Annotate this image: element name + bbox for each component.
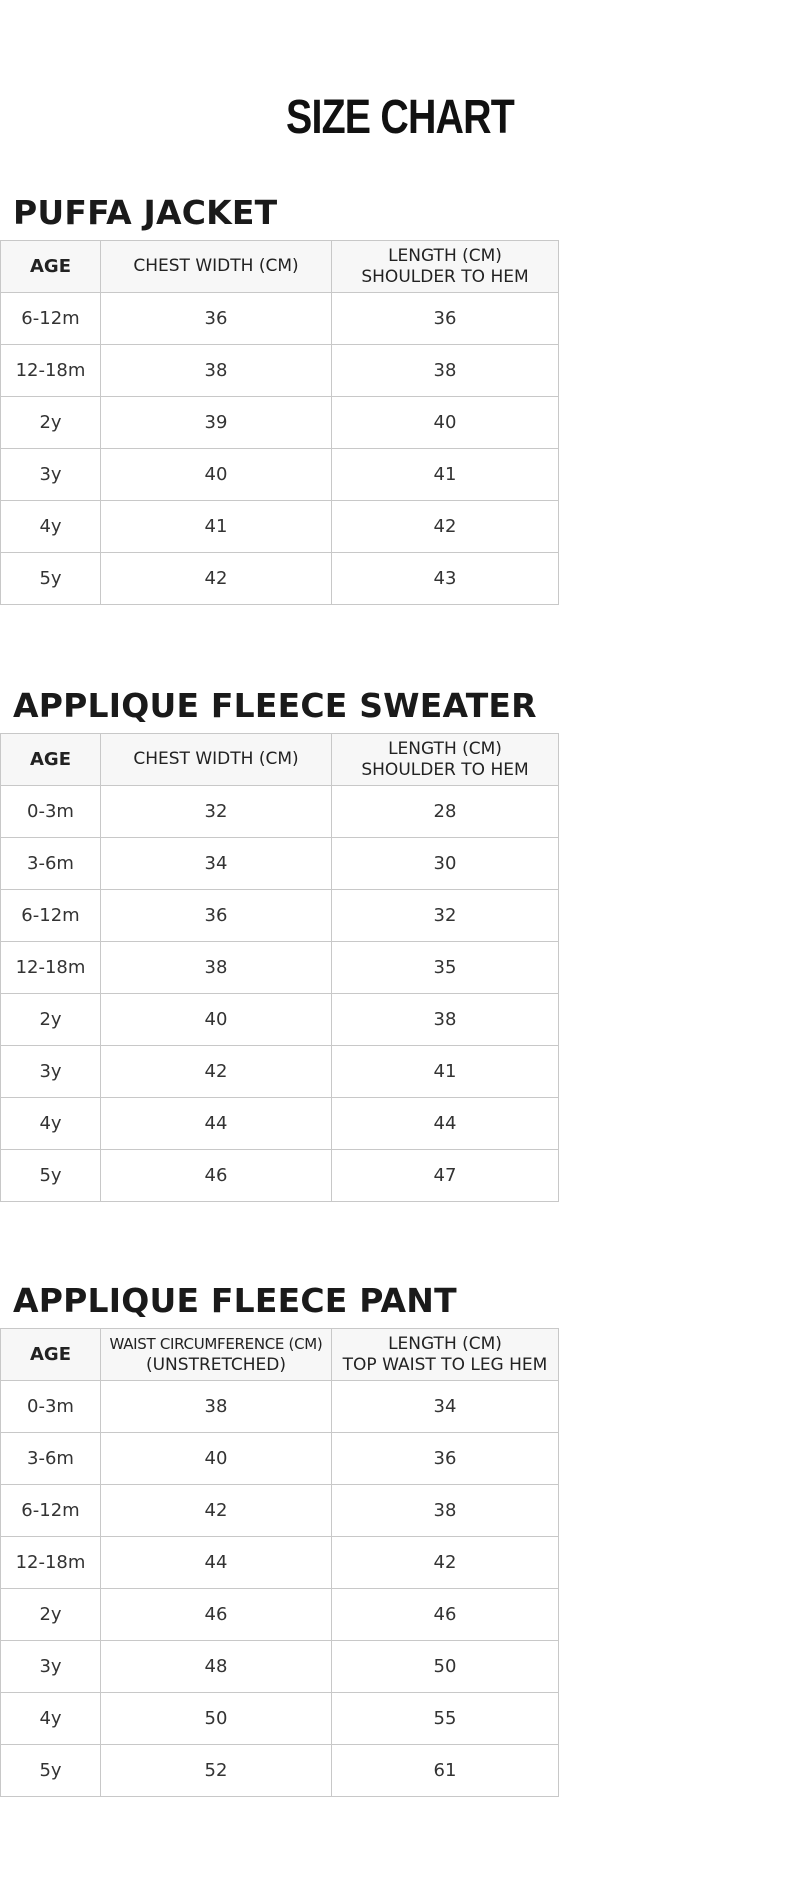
cell-length: 42 — [332, 501, 559, 553]
header-waist-line2: (UNSTRETCHED) — [145, 1354, 287, 1375]
page-title: SIZE CHART — [286, 91, 514, 144]
size-table-puffa-jacket — [0, 240, 559, 605]
cell-chest: 32 — [101, 786, 332, 838]
table-header-row — [1, 734, 559, 786]
table-row — [1, 942, 559, 994]
cell-chest: 42 — [101, 1046, 332, 1098]
cell-chest: 39 — [101, 397, 332, 449]
cell-chest: 40 — [101, 994, 332, 1046]
cell-length: 61 — [332, 1745, 559, 1797]
table-body — [1, 786, 559, 1202]
cell-age: 12-18m — [1, 345, 101, 397]
table-row — [1, 501, 559, 553]
header-length-line1: LENGTH (CM) — [388, 1333, 502, 1354]
table-row — [1, 1693, 559, 1745]
cell-age: 12-18m — [1, 1537, 101, 1589]
cell-chest: 36 — [101, 890, 332, 942]
cell-waist: 50 — [101, 1693, 332, 1745]
header-length — [332, 241, 559, 293]
cell-length: 28 — [332, 786, 559, 838]
table-row — [1, 1150, 559, 1202]
table-row — [1, 1046, 559, 1098]
table-row — [1, 449, 559, 501]
table-row — [1, 786, 559, 838]
cell-waist: 44 — [101, 1537, 332, 1589]
table-row — [1, 838, 559, 890]
cell-length: 38 — [332, 994, 559, 1046]
cell-length: 50 — [332, 1641, 559, 1693]
table-row — [1, 293, 559, 345]
section-title-applique-fleece-pant: APPLIQUE FLEECE PANT — [13, 1281, 457, 1320]
cell-length: 46 — [332, 1589, 559, 1641]
cell-age: 0-3m — [1, 786, 101, 838]
table-header-row — [1, 241, 559, 293]
cell-length: 38 — [332, 345, 559, 397]
cell-length: 41 — [332, 449, 559, 501]
table-row — [1, 994, 559, 1046]
cell-chest: 36 — [101, 293, 332, 345]
cell-age: 6-12m — [1, 1485, 101, 1537]
cell-length: 36 — [332, 293, 559, 345]
cell-age: 6-12m — [1, 890, 101, 942]
cell-age: 5y — [1, 1745, 101, 1797]
header-age: AGE — [1, 734, 101, 786]
cell-length: 32 — [332, 890, 559, 942]
cell-age: 2y — [1, 1589, 101, 1641]
cell-chest: 42 — [101, 553, 332, 605]
cell-age: 0-3m — [1, 1381, 101, 1433]
header-length-line2: SHOULDER TO HEM — [361, 759, 529, 780]
cell-chest: 38 — [101, 942, 332, 994]
table-row — [1, 397, 559, 449]
cell-chest: 44 — [101, 1098, 332, 1150]
header-length-line2: TOP WAIST TO LEG HEM — [342, 1354, 548, 1375]
cell-chest: 38 — [101, 345, 332, 397]
header-waist — [101, 1329, 332, 1381]
cell-length: 34 — [332, 1381, 559, 1433]
table-row — [1, 1589, 559, 1641]
cell-length: 47 — [332, 1150, 559, 1202]
table-row — [1, 1381, 559, 1433]
cell-age: 3-6m — [1, 1433, 101, 1485]
cell-age: 2y — [1, 397, 101, 449]
size-table-applique-fleece-sweater — [0, 733, 559, 1202]
cell-age: 3y — [1, 1046, 101, 1098]
cell-age: 4y — [1, 501, 101, 553]
cell-waist: 40 — [101, 1433, 332, 1485]
header-length-line1: LENGTH (CM) — [388, 245, 502, 266]
cell-age: 5y — [1, 1150, 101, 1202]
cell-length: 43 — [332, 553, 559, 605]
section-title-applique-fleece-sweater: APPLIQUE FLEECE SWEATER — [13, 686, 537, 725]
cell-length: 42 — [332, 1537, 559, 1589]
cell-length: 41 — [332, 1046, 559, 1098]
cell-waist: 38 — [101, 1381, 332, 1433]
cell-age: 12-18m — [1, 942, 101, 994]
table-body — [1, 1381, 559, 1797]
cell-waist: 52 — [101, 1745, 332, 1797]
header-chest-width: CHEST WIDTH (CM) — [101, 734, 332, 786]
cell-age: 4y — [1, 1098, 101, 1150]
cell-age: 5y — [1, 553, 101, 605]
cell-length: 35 — [332, 942, 559, 994]
cell-age: 2y — [1, 994, 101, 1046]
table-row — [1, 553, 559, 605]
cell-chest: 41 — [101, 501, 332, 553]
table-row — [1, 1745, 559, 1797]
table-row — [1, 1537, 559, 1589]
cell-chest: 46 — [101, 1150, 332, 1202]
cell-length: 30 — [332, 838, 559, 890]
cell-age: 3y — [1, 449, 101, 501]
header-chest-width: CHEST WIDTH (CM) — [101, 241, 332, 293]
table-header-row — [1, 1329, 559, 1381]
cell-waist: 46 — [101, 1589, 332, 1641]
table-row — [1, 1098, 559, 1150]
cell-waist: 42 — [101, 1485, 332, 1537]
header-age: AGE — [1, 241, 101, 293]
header-length-line1: LENGTH (CM) — [388, 738, 502, 759]
table-body — [1, 293, 559, 605]
cell-length: 55 — [332, 1693, 559, 1745]
cell-length: 40 — [332, 397, 559, 449]
table-row — [1, 1433, 559, 1485]
table-row — [1, 890, 559, 942]
header-length — [332, 734, 559, 786]
table-row — [1, 1641, 559, 1693]
header-length-line2: SHOULDER TO HEM — [361, 266, 529, 287]
size-table-applique-fleece-pant — [0, 1328, 559, 1797]
cell-length: 38 — [332, 1485, 559, 1537]
cell-age: 4y — [1, 1693, 101, 1745]
header-length — [332, 1329, 559, 1381]
cell-waist: 48 — [101, 1641, 332, 1693]
header-age: AGE — [1, 1329, 101, 1381]
cell-chest: 34 — [101, 838, 332, 890]
table-row — [1, 1485, 559, 1537]
cell-age: 6-12m — [1, 293, 101, 345]
section-title-puffa-jacket: PUFFA JACKET — [13, 193, 278, 232]
cell-length: 44 — [332, 1098, 559, 1150]
cell-length: 36 — [332, 1433, 559, 1485]
header-waist-line1: WAIST CIRCUMFERENCE (CM) — [109, 1334, 323, 1353]
table-row — [1, 345, 559, 397]
cell-age: 3-6m — [1, 838, 101, 890]
cell-age: 3y — [1, 1641, 101, 1693]
cell-chest: 40 — [101, 449, 332, 501]
